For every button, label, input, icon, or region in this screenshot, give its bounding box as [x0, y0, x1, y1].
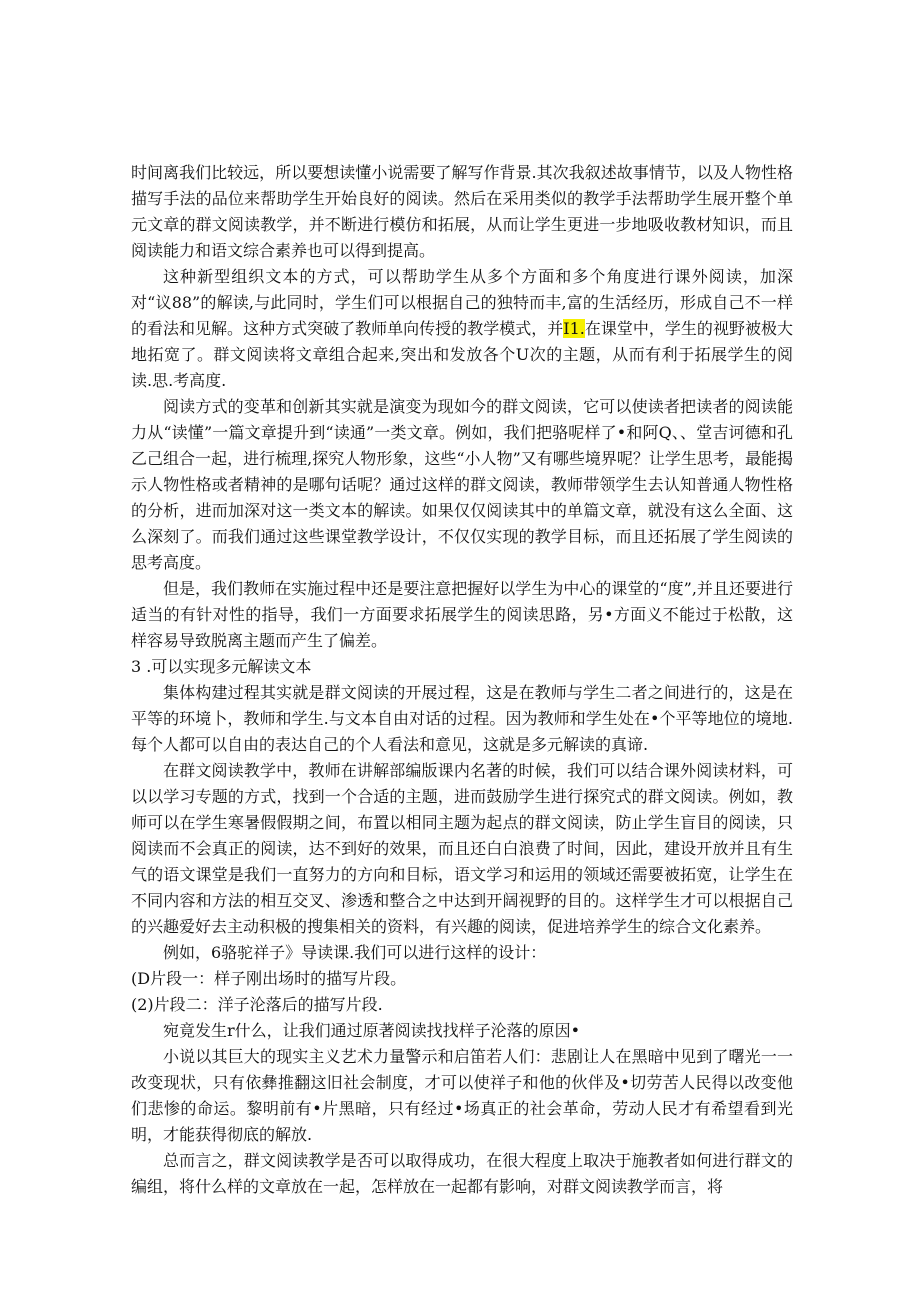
paragraph-8: 宛竟发生r什么，让我们通过原著阅读找找样子沦落的原因•	[163, 1021, 581, 1040]
paragraph-7: 例如，6骆驼祥子》导读课.我们可以进行这样的设计：	[163, 943, 547, 962]
highlighted-text: I1.	[563, 319, 585, 338]
paragraph-4: 但是，我们教师在实施过程中还是要注意把握好以学生为中心的课堂的“度”,并且还要进行适当的有针对性的指导，我们一方面要求拓展学生的阅读思路，另•方面义不能过于松散，这样容易导致脱离主题而产生了偏差。	[131, 579, 793, 650]
list-item-1: (D片段一：样子刚出场时的描写片段。	[131, 969, 407, 988]
paragraph-1: 时间离我们比较远，所以要想读懂小说需要了解写作背景.其次我叙述故事情节，以及人物性格描写手法的品位来帮助学生开始良好的阅读。然后在采用类似的教学手法帮助学生展开整个单元文章的群文阅读教学，并不断进行模仿和拓展，从而让学生更进一步地吸收教材知识，而且阅读能力和语文综合素养也可以得到提高。	[131, 163, 793, 260]
document-body	[131, 160, 793, 1200]
paragraph-5: 集体构建过程其实就是群文阅读的开展过程，这是在教师与学生二者之间进行的，这是在平等的环境卜，教师和学生.与文本自由对话的过程。因为教师和学生处在•个平等地位的境地.每个人都可以自由的表达自己的个人看法和意见，这就是多元解读的真谛.	[131, 683, 793, 754]
paragraph-10: 总而言之，群文阅读教学是否可以取得成功，在很大程度上取决于施教者如何进行群文的编组，将什么样的文章放在一起，怎样放在一起都有影响，对群文阅读教学而言，将	[131, 1151, 793, 1196]
list-item-2: (2)片段二：洋子沦落后的描写片段.	[131, 995, 383, 1014]
paragraph-6: 在群文阅读教学中，教师在讲解部编版课内名著的时候，我们可以结合课外阅读材料，可以以学习专题的方式，找到一个合适的主题，进而鼓励学生进行探究式的群文阅读。例如，教师可以在学生寒暑假假期之间，布置以相同主题为起点的群文阅读，防止学生盲目的阅读，只阅读而不会真正的阅读，达不到好的效果，而且还白白浪费了时间，因此，建设开放并且有生气的语文课堂是我们一直努力的方向和目标，语文学习和运用的领域还需要被拓宽，让学生在不同内容和方法的相互交叉、渗透和整合之中达到开阔视野的目的。这样学生才可以根据自己的兴趣爱好去主动积极的搜集相关的资料，有兴趣的阅读，促进培养学生的综合文化素养。	[131, 761, 793, 936]
paragraph-2	[131, 264, 793, 394]
paragraph-2-part-b: 在课堂中，学生的视野被极大地拓宽了。群文阅读将文章组合起来,突出和发放各个U次的主题，从而有利于拓展学生的阅读.思.考高度.	[131, 319, 793, 390]
paragraph-9: 小说以其巨大的现实主义艺术力量警示和启笛若人们：悲剧让人在黑暗中见到了曙光一一改变现状，只有依彝推翻这旧社会制度，才可以使祥子和他的伙伴及•切劳苦人民得以改变他们悲惨的命运。黎明前有•片黑暗，只有经过•场真正的社会革命，劳动人民才有希望看到光明，才能获得彻底的解放.	[131, 1047, 793, 1144]
section-heading-3: 3 .可以实现多元解读文本	[131, 657, 312, 676]
paragraph-3: 阅读方式的变革和创新其实就是演变为现如今的群文阅读，它可以使读者把读者的阅读能力从“读懂”一篇文章提升到“读通”一类文章。例如，我们把骆呢样了•和阿Q、、堂吉诃德和孔乙己组合一起，进行梳理,探究人物形象，这些“小人物”又有哪些境界呢？让学生思考，最能揭示人物性格或者精神的是哪句话呢？通过这样的群文阅读，教师带领学生去认知普通人物性格的分析，进而加深对这一类文本的解读。如果仅仅阅读其中的单篇文章，就没有这么全面、这么深刻了。而我们通过这些课堂教学设计，不仅仅实现的教学目标，而且还拓展了学生阅读的思考高度。	[131, 397, 793, 572]
paragraph-2-part-a: 这种新型组织文本的方式，可以帮助学生从多个方面和多个角度进行课外阅读，加深对“议88”的解读,与此同时，学生们可以根据自己的独特而丰,富的生活经历，形成自己不一样的看法和见解。这种方式突破了教师单向传授的教学模式，并	[131, 267, 793, 338]
